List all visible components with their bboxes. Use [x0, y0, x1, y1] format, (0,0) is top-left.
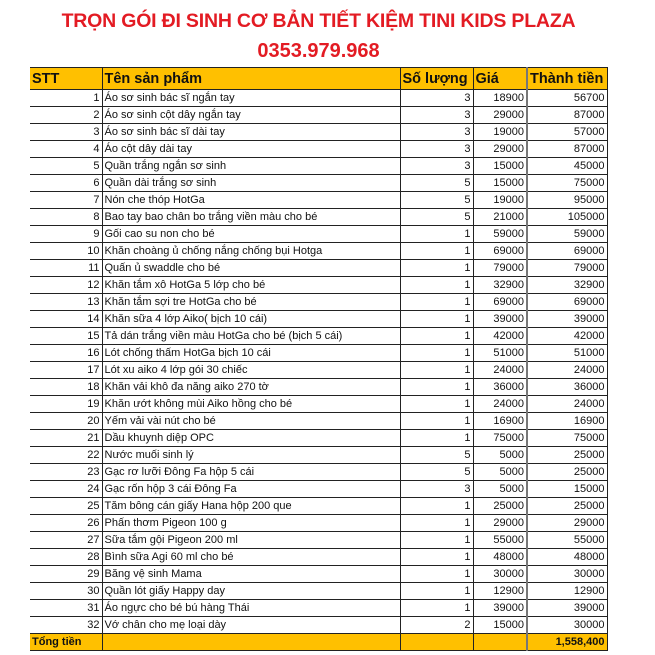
row-product-name: Khăn vải khô đa năng aiko 270 tờ [102, 379, 400, 396]
row-quantity: 3 [400, 90, 473, 107]
table-row [30, 430, 607, 447]
row-stt: 30 [30, 583, 102, 600]
row-product-name: Gối cao su non cho bé [102, 226, 400, 243]
row-stt: 29 [30, 566, 102, 583]
row-product-name: Nón che thóp HotGa [102, 192, 400, 209]
row-stt: 24 [30, 481, 102, 498]
row-stt: 27 [30, 532, 102, 549]
row-stt: 8 [30, 209, 102, 226]
table-row [30, 532, 607, 549]
row-quantity: 3 [400, 158, 473, 175]
row-stt: 18 [30, 379, 102, 396]
row-price: 5000 [473, 464, 527, 481]
column-header-stt: STT [30, 68, 102, 90]
table-row [30, 192, 607, 209]
table-row [30, 175, 607, 192]
row-quantity: 5 [400, 464, 473, 481]
row-quantity: 1 [400, 260, 473, 277]
row-product-name: Gạc rơ lưỡi Đông Fa hộp 5 cái [102, 464, 400, 481]
row-line-total: 24000 [527, 396, 607, 413]
row-product-name: Áo sơ sinh cột dây ngắn tay [102, 107, 400, 124]
row-stt: 28 [30, 549, 102, 566]
row-line-total: 30000 [527, 617, 607, 634]
table-row [30, 515, 607, 532]
table-row [30, 566, 607, 583]
row-price: 19000 [473, 124, 527, 141]
table-row [30, 379, 607, 396]
row-product-name: Quần dài trắng sơ sinh [102, 175, 400, 192]
page-title: TRỌN GÓI ĐI SINH CƠ BẢN TIẾT KIỆM TINI KIDS PLAZA [61, 10, 576, 32]
row-quantity: 2 [400, 617, 473, 634]
row-line-total: 32900 [527, 277, 607, 294]
row-quantity: 1 [400, 243, 473, 260]
total-empty-cell [102, 634, 400, 651]
row-product-name: Áo cột dây dài tay [102, 141, 400, 158]
row-quantity: 5 [400, 209, 473, 226]
row-stt: 16 [30, 345, 102, 362]
row-line-total: 29000 [527, 515, 607, 532]
row-stt: 17 [30, 362, 102, 379]
table-header-row [30, 68, 607, 90]
row-product-name: Lót chống thấm HotGa bịch 10 cái [102, 345, 400, 362]
row-price: 42000 [473, 328, 527, 345]
product-table [30, 67, 608, 651]
row-quantity: 1 [400, 396, 473, 413]
table-row [30, 600, 607, 617]
row-line-total: 15000 [527, 481, 607, 498]
column-header-price: Giá [473, 68, 527, 90]
row-line-total: 59000 [527, 226, 607, 243]
table-row [30, 328, 607, 345]
row-product-name: Áo sơ sinh bác sĩ dài tay [102, 124, 400, 141]
row-line-total: 75000 [527, 175, 607, 192]
row-price: 29000 [473, 107, 527, 124]
row-line-total: 79000 [527, 260, 607, 277]
row-price: 5000 [473, 481, 527, 498]
table-row [30, 294, 607, 311]
row-quantity: 3 [400, 124, 473, 141]
row-line-total: 95000 [527, 192, 607, 209]
row-stt: 4 [30, 141, 102, 158]
table-row [30, 413, 607, 430]
total-label: Tổng tiền [30, 634, 102, 651]
table-row [30, 549, 607, 566]
table-row [30, 124, 607, 141]
row-price: 5000 [473, 447, 527, 464]
row-price: 15000 [473, 175, 527, 192]
row-line-total: 42000 [527, 328, 607, 345]
total-row [30, 634, 607, 651]
row-quantity: 1 [400, 345, 473, 362]
row-line-total: 45000 [527, 158, 607, 175]
table-row [30, 498, 607, 515]
row-product-name: Bình sữa Agi 60 ml cho bé [102, 549, 400, 566]
row-price: 15000 [473, 617, 527, 634]
row-product-name: Khăn tắm sợi tre HotGa cho bé [102, 294, 400, 311]
row-quantity: 1 [400, 413, 473, 430]
row-quantity: 3 [400, 107, 473, 124]
total-empty-cell [473, 634, 527, 651]
row-stt: 12 [30, 277, 102, 294]
row-price: 21000 [473, 209, 527, 226]
row-product-name: Tăm bông cán giấy Hana hộp 200 que [102, 498, 400, 515]
row-price: 32900 [473, 277, 527, 294]
row-price: 15000 [473, 158, 527, 175]
row-price: 29000 [473, 515, 527, 532]
row-quantity: 1 [400, 379, 473, 396]
row-line-total: 87000 [527, 107, 607, 124]
row-line-total: 25000 [527, 464, 607, 481]
row-quantity: 1 [400, 566, 473, 583]
row-line-total: 48000 [527, 549, 607, 566]
row-quantity: 1 [400, 311, 473, 328]
row-price: 59000 [473, 226, 527, 243]
row-line-total: 55000 [527, 532, 607, 549]
row-stt: 25 [30, 498, 102, 515]
row-product-name: Vớ chân cho mẹ loại dày [102, 617, 400, 634]
row-quantity: 1 [400, 515, 473, 532]
row-product-name: Sữa tắm gội Pigeon 200 ml [102, 532, 400, 549]
row-line-total: 105000 [527, 209, 607, 226]
row-product-name: Băng vệ sinh Mama [102, 566, 400, 583]
row-price: 18900 [473, 90, 527, 107]
row-quantity: 1 [400, 328, 473, 345]
row-stt: 19 [30, 396, 102, 413]
row-price: 48000 [473, 549, 527, 566]
row-line-total: 39000 [527, 311, 607, 328]
row-stt: 2 [30, 107, 102, 124]
row-price: 12900 [473, 583, 527, 600]
row-price: 55000 [473, 532, 527, 549]
row-price: 69000 [473, 243, 527, 260]
row-quantity: 5 [400, 447, 473, 464]
row-stt: 7 [30, 192, 102, 209]
row-price: 79000 [473, 260, 527, 277]
row-quantity: 1 [400, 583, 473, 600]
row-stt: 5 [30, 158, 102, 175]
row-price: 30000 [473, 566, 527, 583]
table-row [30, 362, 607, 379]
row-product-name: Lót xu aiko 4 lớp gói 30 chiếc [102, 362, 400, 379]
row-price: 24000 [473, 362, 527, 379]
grand-total-value: 1,558,400 [527, 634, 607, 651]
table-row [30, 583, 607, 600]
row-price: 36000 [473, 379, 527, 396]
row-product-name: Quần trắng ngắn sơ sinh [102, 158, 400, 175]
table-row [30, 447, 607, 464]
row-price: 39000 [473, 600, 527, 617]
table-row [30, 158, 607, 175]
table-row [30, 209, 607, 226]
row-product-name: Tả dán trắng viền màu HotGa cho bé (bịch 5 cái) [102, 328, 400, 345]
table-row [30, 481, 607, 498]
row-stt: 14 [30, 311, 102, 328]
row-price: 29000 [473, 141, 527, 158]
row-quantity: 3 [400, 141, 473, 158]
row-price: 16900 [473, 413, 527, 430]
row-stt: 1 [30, 90, 102, 107]
row-stt: 10 [30, 243, 102, 260]
row-line-total: 25000 [527, 447, 607, 464]
row-price: 51000 [473, 345, 527, 362]
row-stt: 31 [30, 600, 102, 617]
row-product-name: Phấn thơm Pigeon 100 g [102, 515, 400, 532]
row-line-total: 51000 [527, 345, 607, 362]
table-row [30, 464, 607, 481]
row-stt: 21 [30, 430, 102, 447]
row-quantity: 3 [400, 481, 473, 498]
column-header-name: Tên sản phẩm [102, 68, 400, 90]
table-row [30, 141, 607, 158]
table-row [30, 277, 607, 294]
row-product-name: Áo ngực cho bé bú hàng Thái [102, 600, 400, 617]
row-stt: 13 [30, 294, 102, 311]
row-stt: 11 [30, 260, 102, 277]
row-quantity: 1 [400, 549, 473, 566]
row-product-name: Dầu khuynh diệp OPC [102, 430, 400, 447]
row-line-total: 69000 [527, 294, 607, 311]
row-quantity: 1 [400, 600, 473, 617]
column-header-total: Thành tiền [527, 68, 607, 90]
row-product-name: Khăn sữa 4 lớp Aiko( bịch 10 cái) [102, 311, 400, 328]
row-stt: 15 [30, 328, 102, 345]
row-price: 25000 [473, 498, 527, 515]
row-quantity: 5 [400, 175, 473, 192]
row-product-name: Khăn tắm xô HotGa 5 lớp cho bé [102, 277, 400, 294]
row-stt: 3 [30, 124, 102, 141]
row-product-name: Nước muối sinh lý [102, 447, 400, 464]
row-stt: 6 [30, 175, 102, 192]
row-product-name: Bao tay bao chân bo trắng viền màu cho bé [102, 209, 400, 226]
row-quantity: 1 [400, 430, 473, 447]
row-quantity: 1 [400, 532, 473, 549]
row-line-total: 57000 [527, 124, 607, 141]
row-line-total: 36000 [527, 379, 607, 396]
row-line-total: 16900 [527, 413, 607, 430]
row-product-name: Khăn ướt không mùi Aiko hồng cho bé [102, 396, 400, 413]
row-product-name: Khăn choàng ủ chống nắng chống bụi Hotga [102, 243, 400, 260]
table-row [30, 107, 607, 124]
row-product-name: Gạc rốn hộp 3 cái Đông Fa [102, 481, 400, 498]
table-row [30, 260, 607, 277]
row-stt: 23 [30, 464, 102, 481]
row-quantity: 1 [400, 362, 473, 379]
row-quantity: 1 [400, 294, 473, 311]
row-product-name: Áo sơ sinh bác sĩ ngắn tay [102, 90, 400, 107]
row-line-total: 39000 [527, 600, 607, 617]
table-row [30, 243, 607, 260]
row-stt: 32 [30, 617, 102, 634]
row-line-total: 12900 [527, 583, 607, 600]
table-row [30, 617, 607, 634]
row-price: 39000 [473, 311, 527, 328]
row-quantity: 5 [400, 192, 473, 209]
column-header-quantity: Số lượng [400, 68, 473, 90]
row-price: 69000 [473, 294, 527, 311]
table-row [30, 396, 607, 413]
row-line-total: 56700 [527, 90, 607, 107]
row-stt: 22 [30, 447, 102, 464]
row-price: 19000 [473, 192, 527, 209]
row-stt: 26 [30, 515, 102, 532]
row-quantity: 1 [400, 498, 473, 515]
row-price: 75000 [473, 430, 527, 447]
row-stt: 9 [30, 226, 102, 243]
row-line-total: 87000 [527, 141, 607, 158]
row-quantity: 1 [400, 277, 473, 294]
total-empty-cell [400, 634, 473, 651]
row-product-name: Quấn ủ swaddle cho bé [102, 260, 400, 277]
row-product-name: Quần lót giấy Happy day [102, 583, 400, 600]
table-row [30, 90, 607, 107]
table-row [30, 311, 607, 328]
row-quantity: 1 [400, 226, 473, 243]
row-product-name: Yếm vải vài nút cho bé [102, 413, 400, 430]
row-stt: 20 [30, 413, 102, 430]
row-line-total: 75000 [527, 430, 607, 447]
row-line-total: 30000 [527, 566, 607, 583]
row-line-total: 25000 [527, 498, 607, 515]
row-price: 24000 [473, 396, 527, 413]
row-line-total: 69000 [527, 243, 607, 260]
table-row [30, 226, 607, 243]
table-row [30, 345, 607, 362]
row-line-total: 24000 [527, 362, 607, 379]
phone-number: 0353.979.968 [257, 40, 380, 62]
